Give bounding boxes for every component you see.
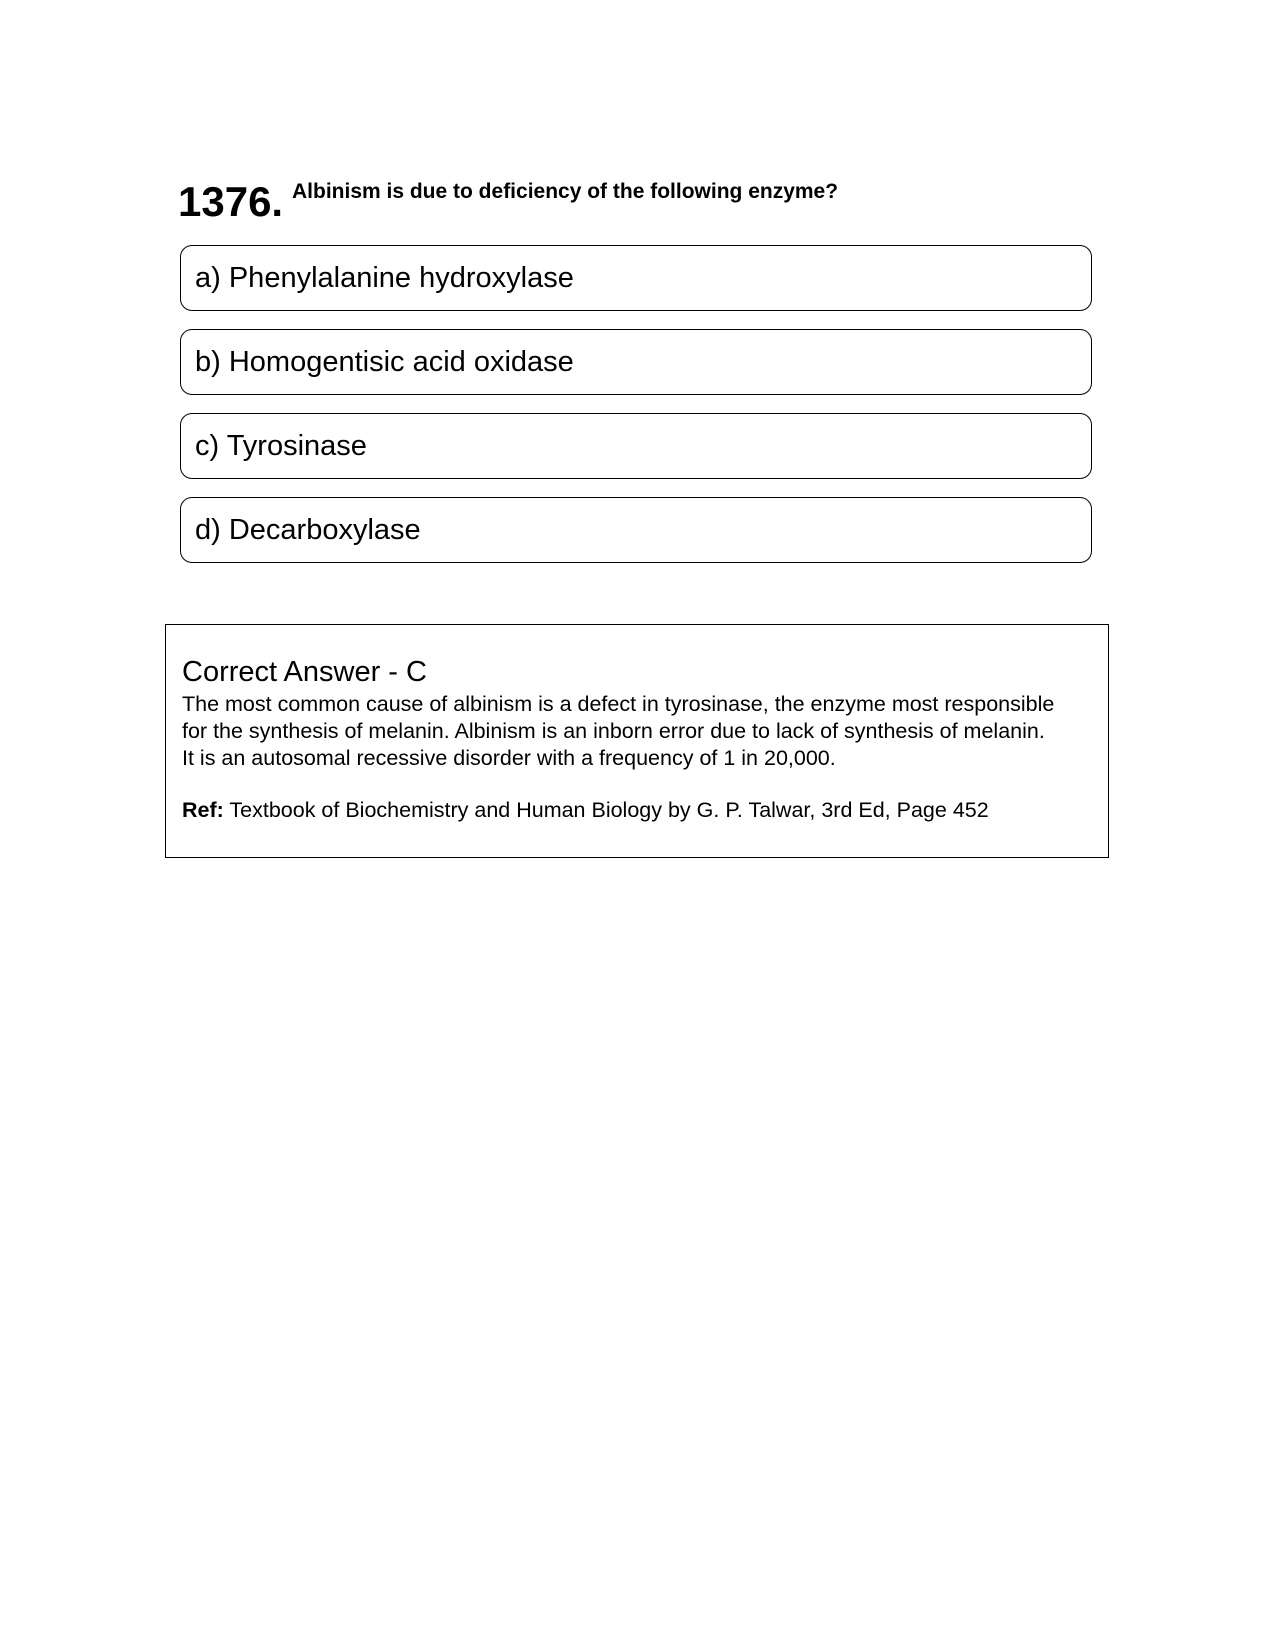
reference-label: Ref:	[182, 798, 224, 822]
explanation-line: The most common cause of albinism is a defect in tyrosinase, the enzyme most responsible	[182, 692, 1055, 716]
option-c[interactable]	[180, 413, 1092, 479]
option-d[interactable]	[180, 497, 1092, 563]
explanation-line: It is an autosomal recessive disorder with a frequency of 1 in 20,000.	[182, 746, 836, 770]
answer-explanation	[182, 691, 1098, 772]
option-a-label: a) Phenylalanine hydroxylase	[195, 262, 574, 294]
option-b-label: b) Homogentisic acid oxidase	[195, 346, 574, 378]
question-number: 1376.	[178, 178, 284, 225]
option-a[interactable]	[180, 245, 1092, 311]
option-d-label: d) Decarboxylase	[195, 514, 421, 546]
question-text: Albinism is due to deficiency of the following enzyme?	[292, 180, 839, 203]
explanation-line: for the synthesis of melanin. Albinism is an inborn error due to lack of synthesis of melanin.	[182, 719, 1045, 743]
option-b[interactable]	[180, 329, 1092, 395]
correct-answer-title: Correct Answer - C	[182, 656, 427, 688]
reference	[182, 797, 989, 824]
question-header	[178, 178, 1098, 226]
reference-text: Textbook of Biochemistry and Human Biology by G. P. Talwar, 3rd Ed, Page 452	[223, 798, 989, 822]
option-c-label: c) Tyrosinase	[195, 430, 367, 462]
answer-box	[165, 624, 1109, 858]
